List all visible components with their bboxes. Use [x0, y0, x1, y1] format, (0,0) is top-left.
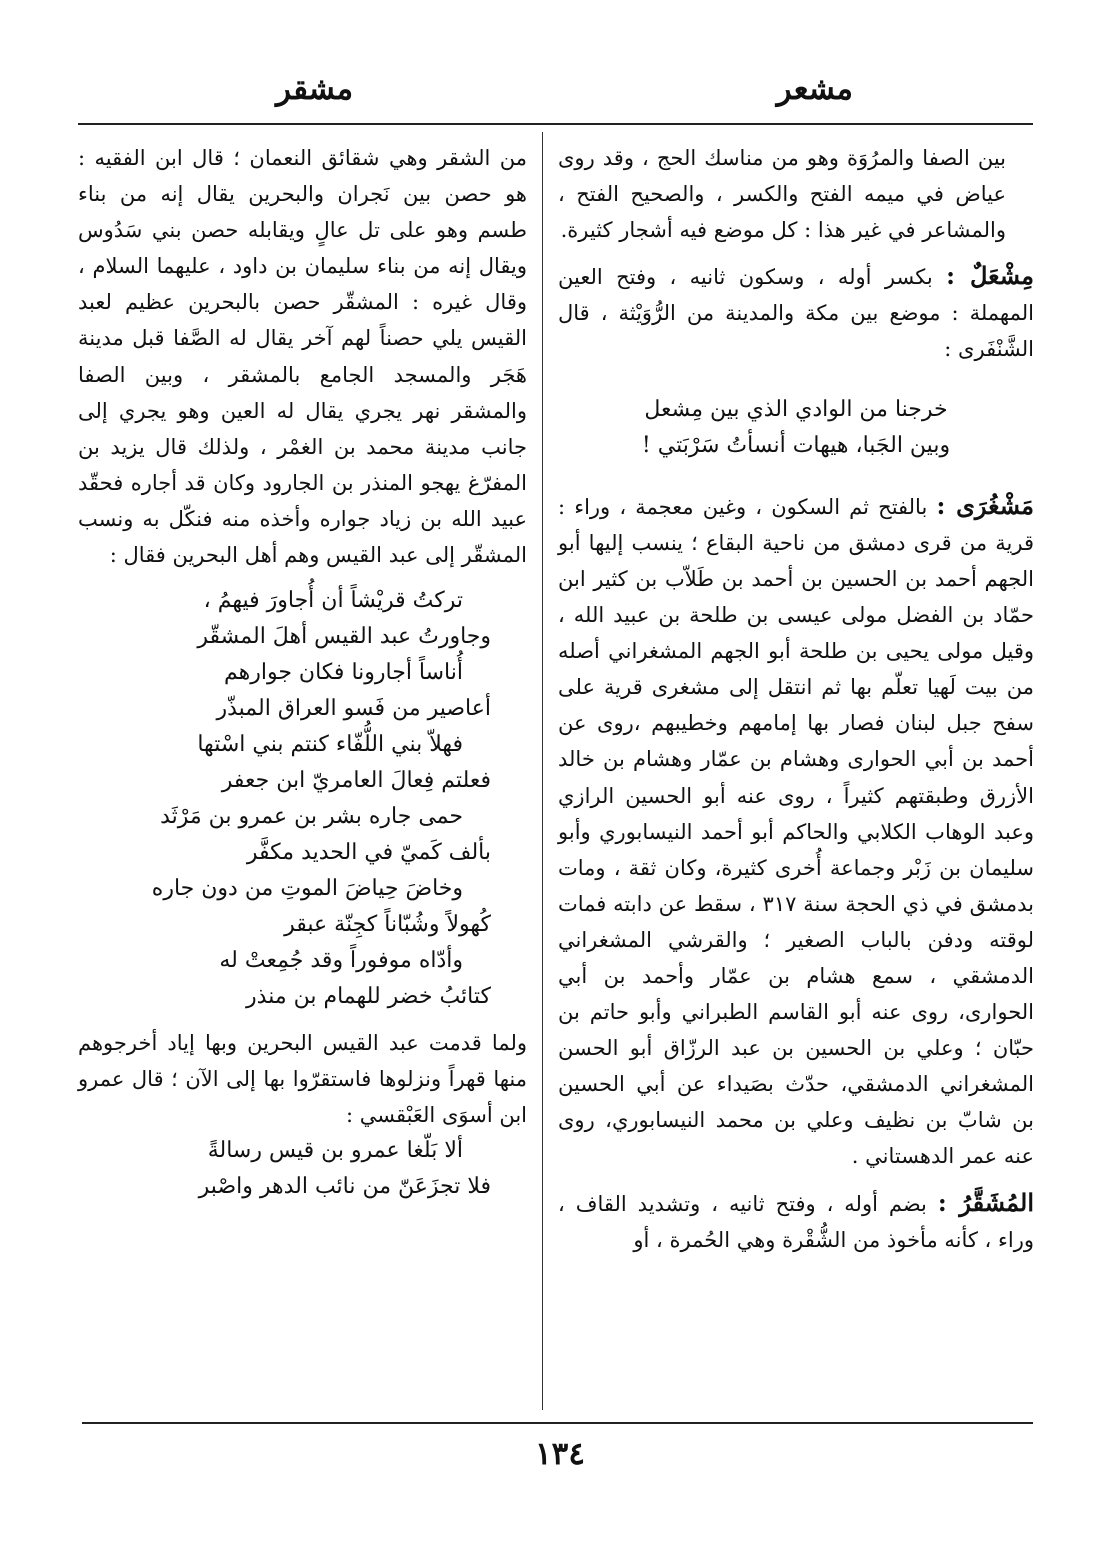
footer-rule [82, 1422, 1033, 1424]
verse-line: وجاورتُ عبد القيس أهلَ المشقّر [197, 624, 491, 650]
entry-text: بالفتح ثم السكون ، وغين معجمة ، وراء : قرية من قرى دمشق من ناحية البقاع ؛ ينسب إليها أبو الجهم أحمد بن الحسين بن أحمد بن طَلاّب بن كثير ابن حمّاد بن الفضل مولى عيسى بن طلحة بن عبيد الله ، وقيل مولى يحيى بن طلحة أبو الجهم المشغراني أصله من بيت لَهيا تعلّم بها ثم انتقل إلى مشغرى قرية على سفح جبل لبنان فصار بها إمامهم وخطيبهم ،روى عن أحمد بن أبي الحوارى وهشام بن عمّار وهشام بن خالد الأزرق وطبقتهم كثيراً ، روى عنه أبو الحسين الرازي وعبد الوهاب الكلابي والحاكم أبو أحمد النيسابوري وأبو سليمان بن زَبْر وجماعة أُخرى كثيرة، وكان ثقة ، ومات بدمشق في ذي الحجة سنة ٣١٧ ، سقط عن دابته فمات لوقته ودفن بالباب الصغير ؛ والقرشي المشغراني الدمشقي ، سمع هشام بن عمّار وأحمد بن أبي الحوارى، روى عنه أبو القاسم الطبراني وأبو حاتم بن حبّان ؛ وعلي بن الحسين بن عبد الرزّاق أبو الحسن المشغراني الدمشقي، حدّث بصَيداء عن أبي الحسين بن شابّ بن نظيف وعلي بن محمد النيسابوري، روى عنه عمر الدهستاني . [558, 494, 1034, 1169]
verse-line: فعلتم فِعالَ العامريّ ابن جعفر [221, 768, 491, 794]
verse-line: وأدّاه موفوراً وقد جُمِعتْ له [219, 948, 463, 974]
verse-line: فهلاّ بني اللُّفّاء كنتم بني اسْتها [197, 732, 463, 758]
header-rule [78, 123, 1033, 125]
verse-line: كتائبُ خضر للهمام بن منذر [246, 984, 491, 1010]
paragraph: ولما قدمت عبد القيس البحرين وبها إياد أخرجوهم منها قهراً ونزلوها فاستقرّوا بها إلى الآن ؛ قال عمرو ابن أسوَى العَبْقسي : [78, 1031, 527, 1128]
entry-mishal [558, 258, 1034, 367]
entry-text: بكسر أوله ، وسكون ثانيه ، وفتح العين المهملة : موضع بين مكة والمدينة من الرُّوَيْثة ، قال الشَّنْفَرى : [558, 265, 1034, 362]
verse-line: تركتُ قريْشاً أن أُجاورَ فيهمُ ، [203, 588, 463, 614]
headword: مَشْغُرَى : [936, 490, 1034, 520]
paragraph: من الشقر وهي شقائق النعمان ؛ قال ابن الفقيه : هو حصن بين نَجران والبحرين يقال إنه من بناء طسم وهو على تل عالٍ ويقابله حصن بني سَدُوس ويقال إنه من بناء سليمان بن داود ، عليهما السلام ، وقال غيره : المشقّر حصن بالبحرين عظيم لعبد القيس يلي حصناً لهم آخر يقال له الصَّفا قبل مدينة هَجَر والمسجد الجامع بالمشقر ، وبين الصفا والمشقر نهر يجري يقال له العين وهو يجري إلى جانب مدينة محمد بن الغمْر ، ولذلك قال يزيد بن المفرّغ يهجو المنذر بن الجارود وكان قد أجاره فحقّد عبيد الله بن زياد جواره وأخذه منه فنكّل به ونسب المشقّر إلى عبد القيس وهم أهل البحرين فقال : [78, 146, 527, 568]
verse-line: حمى جاره بشر بن عمرو بن مَرْثَد [160, 804, 463, 830]
verse-line: فلا تجزَعَنّ من نائب الدهر واصْبر [198, 1174, 491, 1200]
column-divider [542, 132, 543, 1410]
paragraph-continued: بين الصفا والمرُوَة وهو من مناسك الحج ، وقد روى عياض في ميمه الفتح والكسر ، والصحيح الفتح ، والمشاعر في غير هذا : كل موضع فيه أشجار كثيرة. [558, 146, 1006, 243]
verse-line: بألف كَميّ في الحديد مكفَّر [246, 840, 491, 866]
verse-line: وخاضَ حِياضَ الموتِ من دون جاره [151, 876, 463, 902]
verse-line: وبين الجَبا، هيهات أنسأتُ سَرْبَتي ! [641, 432, 951, 458]
right-column [558, 140, 1034, 1258]
verse-line: كُهولاً وشُبّاناً كجِنّة عبقر [284, 912, 491, 938]
left-column [78, 140, 527, 1205]
entry-almushaqqar [558, 1185, 1034, 1258]
headword: مِشْعَلٌ : [946, 261, 1035, 291]
verse-line: خرجنا من الوادي الذي بين مِشعل [644, 396, 948, 422]
running-header-left: مشقر [276, 71, 354, 107]
running-header-right: مشعر [776, 71, 853, 107]
poem [78, 583, 527, 1015]
entry-text: بضم أوله ، وفتح ثانيه ، وتشديد القاف ، وراء ، كأنه مأخوذ من الشُّقْرة وهي الحُمرة ، أو [558, 1191, 1034, 1252]
verse-line: ألا بَلّغا عمرو بن قيس رسالةً [207, 1138, 463, 1164]
verse-line: أُناساً أجارونا فكان جوارهم [223, 660, 463, 686]
poem [78, 1133, 527, 1205]
page-number: ١٣٤ [535, 1436, 585, 1472]
verse-line: أعاصير من فَسو العراق المبذّر [216, 696, 491, 722]
headword: المُشَقَّرُ : [937, 1187, 1034, 1217]
entry-mashghara [558, 488, 1034, 1175]
